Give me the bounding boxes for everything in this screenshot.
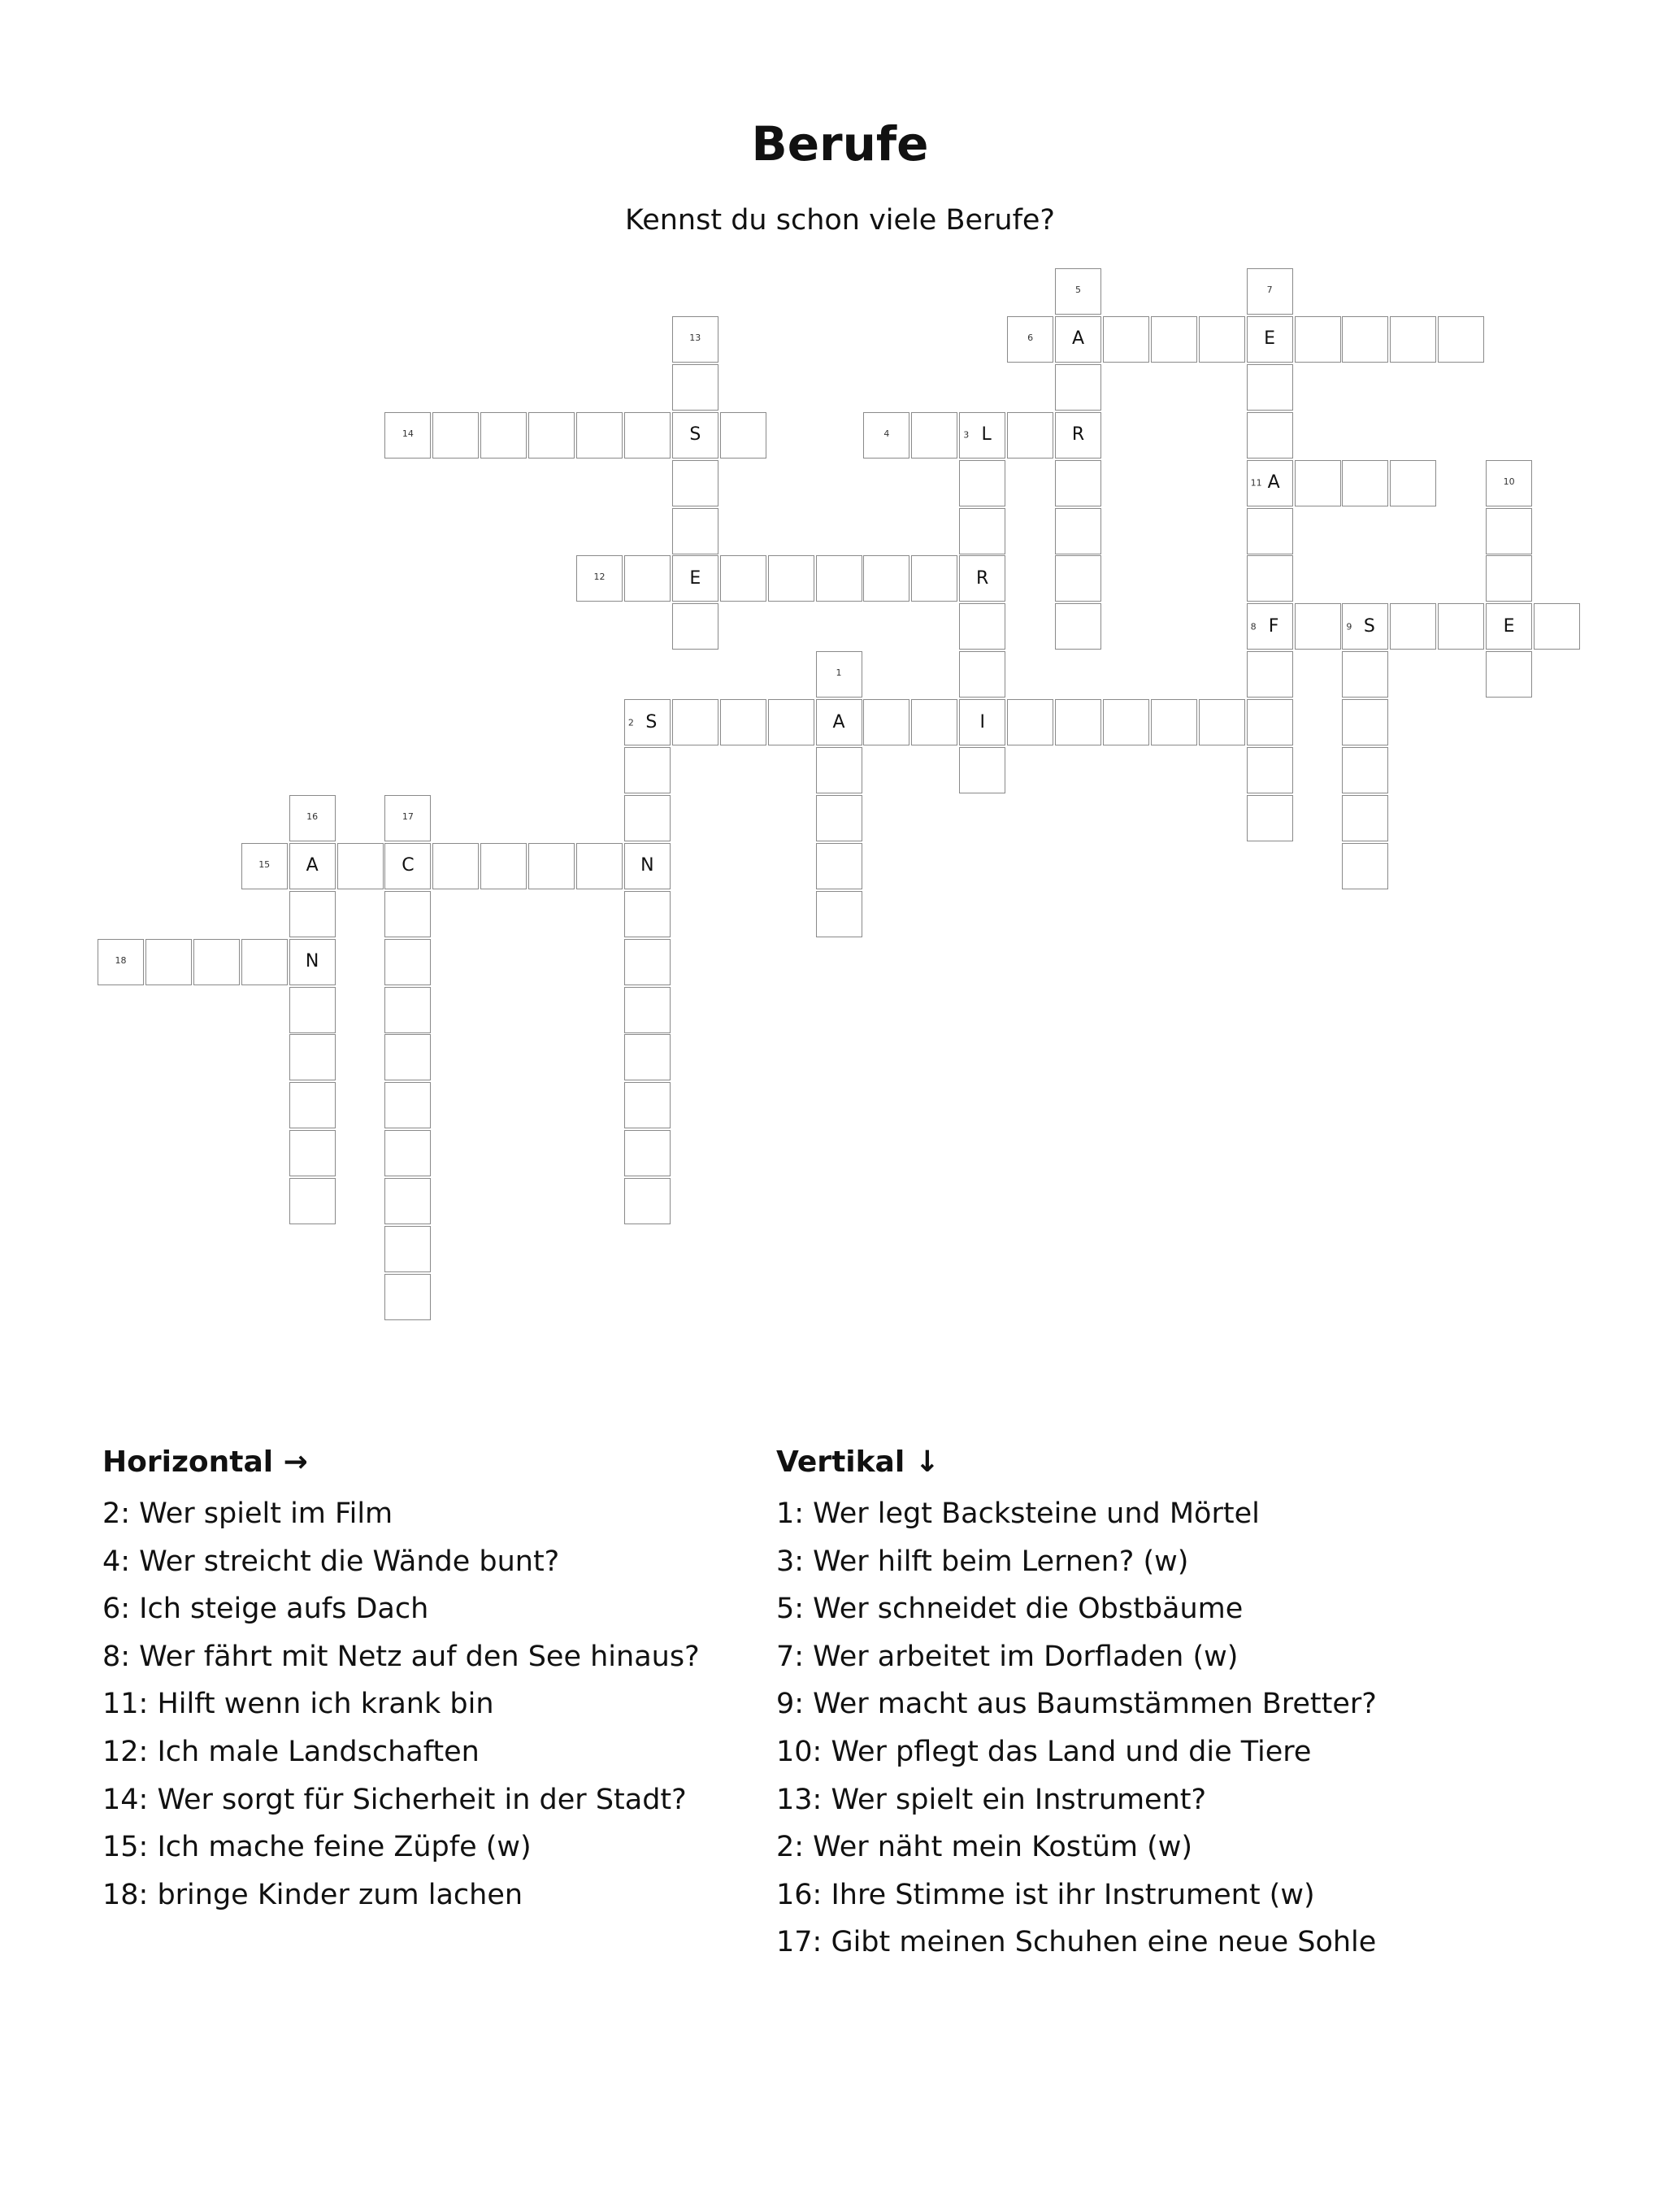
crossword-cell[interactable] (672, 412, 718, 459)
crossword-cell[interactable] (384, 795, 431, 841)
clue-number: 5 (1075, 285, 1081, 295)
crossword-cell[interactable] (384, 1082, 431, 1128)
crossword-cell[interactable] (289, 1082, 336, 1128)
crossword-cell[interactable] (289, 1178, 336, 1224)
crossword-cell[interactable] (384, 1226, 431, 1272)
crossword-cell[interactable] (1247, 651, 1293, 698)
crossword-cell[interactable] (432, 412, 479, 459)
crossword-cell[interactable] (1247, 699, 1293, 745)
crossword-cell[interactable] (1342, 651, 1388, 698)
crossword-cell[interactable] (1055, 555, 1101, 602)
crossword-cell[interactable] (1055, 460, 1101, 506)
crossword-cell[interactable] (289, 987, 336, 1033)
clue-number: 14 (402, 428, 414, 439)
crossword-cell[interactable] (289, 939, 336, 985)
crossword-cell[interactable] (384, 987, 431, 1033)
cell-letter: I (979, 711, 985, 732)
crossword-cell[interactable] (624, 1178, 671, 1224)
crossword-cell[interactable] (672, 460, 718, 506)
clue-number: 13 (689, 332, 701, 343)
crossword-cell[interactable] (289, 891, 336, 937)
clue-item: 16: Ihre Stimme ist ihr Instrument (w) (776, 1878, 1315, 1911)
clue-item: 10: Wer pflegt das Land und die Tiere (776, 1735, 1312, 1768)
crossword-cell[interactable] (1055, 412, 1101, 459)
page-title: Berufe (751, 116, 929, 172)
crossword-cell[interactable] (672, 555, 718, 602)
crossword-cell[interactable] (624, 747, 671, 793)
crossword-cell[interactable] (1486, 555, 1532, 602)
crossword-cell[interactable] (1247, 412, 1293, 459)
crossword-cell[interactable] (672, 364, 718, 411)
crossword-cell[interactable] (337, 843, 384, 889)
cell-letter: E (1503, 615, 1515, 637)
crossword-cell[interactable] (1486, 460, 1532, 506)
cell-letter: F (1268, 615, 1279, 637)
crossword-cell[interactable] (384, 1034, 431, 1080)
crossword-cell[interactable] (624, 699, 671, 745)
crossword-cell[interactable] (384, 1178, 431, 1224)
crossword-cell[interactable] (1342, 699, 1388, 745)
crossword-cell[interactable] (1342, 460, 1388, 506)
crossword-cell[interactable] (959, 747, 1005, 793)
crossword-cell[interactable] (1247, 555, 1293, 602)
crossword-cell[interactable] (959, 460, 1005, 506)
clue-number: 17 (402, 811, 414, 822)
crossword-cell[interactable] (911, 699, 957, 745)
clue-number: 9 (1346, 621, 1352, 632)
clue-number: 18 (115, 954, 127, 966)
crossword-cell[interactable] (624, 1082, 671, 1128)
clue-item: 11: Hilft wenn ich krank bin (102, 1688, 494, 1721)
crossword-cell[interactable] (1247, 795, 1293, 841)
crossword-cell[interactable] (480, 412, 527, 459)
crossword-cell[interactable] (624, 987, 671, 1033)
clue-item: 2: Wer spielt im Film (102, 1497, 393, 1530)
crossword-cell[interactable] (768, 699, 814, 745)
crossword-cell[interactable] (959, 603, 1005, 650)
horizontal-clues (102, 1443, 801, 1919)
crossword-cell[interactable] (1199, 699, 1245, 745)
cell-letter: S (645, 711, 658, 732)
crossword-cell[interactable] (1199, 316, 1245, 363)
crossword-cell[interactable] (624, 1130, 671, 1176)
cell-letter: E (1264, 328, 1276, 350)
cell-letter: N (305, 951, 319, 972)
crossword-cell[interactable] (145, 939, 192, 985)
crossword-cell[interactable] (1342, 843, 1388, 889)
crossword-cell[interactable] (720, 555, 766, 602)
crossword-cell[interactable] (193, 939, 240, 985)
crossword-cell[interactable] (528, 412, 575, 459)
cell-letter: A (306, 855, 319, 876)
crossword-cell[interactable] (1007, 316, 1053, 363)
crossword-cell[interactable] (1295, 460, 1341, 506)
crossword-cell[interactable] (241, 843, 288, 889)
crossword-cell[interactable] (816, 843, 862, 889)
clue-item: 9: Wer macht aus Baumstämmen Bretter? (776, 1688, 1377, 1721)
cell-letter: R (1071, 424, 1085, 446)
crossword-cell[interactable] (624, 795, 671, 841)
crossword-cell[interactable] (672, 603, 718, 650)
crossword-cell[interactable] (1438, 603, 1484, 650)
crossword-cell[interactable] (816, 699, 862, 745)
crossword-cell[interactable] (98, 939, 144, 985)
crossword-cell[interactable] (1486, 508, 1532, 554)
crossword-cell[interactable] (863, 412, 909, 459)
clue-number: 11 (1250, 477, 1262, 489)
crossword-cell[interactable] (1103, 316, 1149, 363)
crossword-cell[interactable] (816, 795, 862, 841)
cell-letter: E (689, 567, 701, 589)
crossword-cell[interactable] (384, 1130, 431, 1176)
crossword-cell[interactable] (289, 795, 336, 841)
crossword-cell[interactable] (959, 699, 1005, 745)
crossword-cell[interactable] (1055, 268, 1101, 315)
crossword-cell[interactable] (1007, 699, 1053, 745)
clue-number: 4 (883, 428, 890, 439)
crossword-cell[interactable] (289, 1034, 336, 1080)
crossword-cell[interactable] (816, 651, 862, 698)
clue-item: 18: bringe Kinder zum lachen (102, 1878, 523, 1911)
crossword-cell[interactable] (863, 699, 909, 745)
clue-number: 7 (1266, 285, 1273, 295)
crossword-cell[interactable] (480, 843, 527, 889)
clue-number: 2 (627, 717, 634, 728)
clue-number: 15 (258, 858, 271, 870)
crossword-cell[interactable] (1534, 603, 1580, 650)
crossword-cell[interactable] (432, 843, 479, 889)
crossword-cell[interactable] (1151, 699, 1197, 745)
crossword-cell[interactable] (911, 412, 957, 459)
crossword-cell[interactable] (720, 699, 766, 745)
clue-number: 1 (836, 667, 842, 679)
clue-item: 17: Gibt meinen Schuhen eine neue Sohle (776, 1926, 1377, 1959)
crossword-cell[interactable] (1486, 603, 1532, 650)
crossword-cell[interactable] (1007, 412, 1053, 459)
clue-item: 15: Ich mache feine Züpfe (w) (102, 1831, 532, 1864)
clue-item: 14: Wer sorgt für Sicherheit in der Stadt? (102, 1783, 687, 1816)
vertical-clues (776, 1443, 1475, 1967)
cell-letter: R (976, 567, 989, 589)
clue-item: 8: Wer fährt mit Netz auf den See hinaus? (102, 1640, 700, 1673)
crossword-cell[interactable] (1342, 747, 1388, 793)
crossword-cell[interactable] (959, 651, 1005, 698)
crossword-cell[interactable] (1055, 603, 1101, 650)
crossword-cell[interactable] (1247, 603, 1293, 650)
clue-item: 5: Wer schneidet die Obstbäume (776, 1593, 1244, 1626)
crossword-cell[interactable] (1103, 699, 1149, 745)
crossword-cell[interactable] (528, 843, 575, 889)
crossword-cell[interactable] (768, 555, 814, 602)
crossword-cell[interactable] (624, 412, 671, 459)
crossword-cell[interactable] (1486, 651, 1532, 698)
crossword-cell[interactable] (289, 1130, 336, 1176)
crossword-cell[interactable] (672, 316, 718, 363)
crossword-cell[interactable] (816, 555, 862, 602)
crossword-cell[interactable] (576, 843, 623, 889)
cell-letter: A (1071, 328, 1085, 350)
crossword-cell[interactable] (1055, 364, 1101, 411)
crossword-cell[interactable] (1151, 316, 1197, 363)
crossword-cell[interactable] (384, 891, 431, 937)
crossword-cell[interactable] (1055, 699, 1101, 745)
clue-number: 12 (593, 572, 606, 583)
clue-number: 10 (1503, 476, 1515, 487)
crossword-cell[interactable] (816, 747, 862, 793)
crossword-cell[interactable] (576, 412, 623, 459)
crossword-cell[interactable] (1295, 603, 1341, 650)
vertical-heading: Vertikal ↓ (776, 1445, 940, 1479)
clue-item: 4: Wer streicht die Wände bunt? (102, 1545, 560, 1578)
crossword-cell[interactable] (1438, 316, 1484, 363)
clue-number: 8 (1250, 621, 1257, 632)
clue-item: 12: Ich male Landschaften (102, 1735, 480, 1768)
crossword-cell[interactable] (1247, 460, 1293, 506)
crossword-cell[interactable] (1342, 603, 1388, 650)
clue-item: 6: Ich steige aufs Dach (102, 1593, 429, 1626)
cell-letter: N (640, 855, 654, 876)
crossword-cell[interactable] (911, 555, 957, 602)
cell-letter: A (832, 711, 845, 732)
crossword-cell[interactable] (816, 891, 862, 937)
crossword-cell[interactable] (241, 939, 288, 985)
crossword-cell[interactable] (672, 508, 718, 554)
cell-letter: S (689, 424, 701, 446)
crossword-cell[interactable] (576, 555, 623, 602)
clue-number: 6 (1027, 332, 1034, 343)
clue-number: 3 (963, 429, 970, 441)
crossword-cell[interactable] (959, 412, 1005, 459)
crossword-cell[interactable] (720, 412, 766, 459)
cell-letter: L (981, 424, 992, 446)
crossword-cell[interactable] (624, 1034, 671, 1080)
clue-item: 3: Wer hilft beim Lernen? (w) (776, 1545, 1189, 1578)
crossword-cell[interactable] (1342, 795, 1388, 841)
crossword-cell[interactable] (1247, 508, 1293, 554)
crossword-cell[interactable] (1247, 316, 1293, 363)
crossword-cell[interactable] (624, 891, 671, 937)
cell-letter: A (1267, 472, 1280, 493)
crossword-cell[interactable] (1390, 316, 1436, 363)
clue-number: 16 (306, 811, 319, 822)
crossword-cell[interactable] (384, 1274, 431, 1320)
page-subtitle: Kennst du schon viele Berufe? (625, 204, 1055, 237)
cell-letter: S (1363, 615, 1375, 637)
clue-item: 13: Wer spielt ein Instrument? (776, 1783, 1207, 1816)
crossword-cell[interactable] (1247, 747, 1293, 793)
crossword-cell[interactable] (863, 555, 909, 602)
crossword-cell[interactable] (1342, 316, 1388, 363)
crossword-cell[interactable] (959, 555, 1005, 602)
crossword-cell[interactable] (1390, 603, 1436, 650)
crossword-cell[interactable] (1295, 316, 1341, 363)
crossword-cell[interactable] (1055, 508, 1101, 554)
horizontal-heading: Horizontal → (102, 1445, 308, 1479)
crossword-cell[interactable] (959, 508, 1005, 554)
clue-item: 7: Wer arbeitet im Dorfladen (w) (776, 1640, 1239, 1673)
crossword-cell[interactable] (384, 843, 431, 889)
clue-item: 1: Wer legt Backsteine und Mörtel (776, 1497, 1260, 1530)
crossword-cell[interactable] (1390, 460, 1436, 506)
cell-letter: C (402, 855, 415, 876)
crossword-cell[interactable] (1247, 364, 1293, 411)
crossword-cell[interactable] (624, 939, 671, 985)
crossword-cell[interactable] (384, 412, 431, 459)
crossword-cell[interactable] (624, 843, 671, 889)
crossword-cell[interactable] (1055, 316, 1101, 363)
crossword-cell[interactable] (672, 699, 718, 745)
clue-item: 2: Wer näht mein Kostüm (w) (776, 1831, 1193, 1864)
crossword-cell[interactable] (1247, 268, 1293, 315)
crossword-cell[interactable] (384, 939, 431, 985)
crossword-cell[interactable] (289, 843, 336, 889)
crossword-cell[interactable] (624, 555, 671, 602)
